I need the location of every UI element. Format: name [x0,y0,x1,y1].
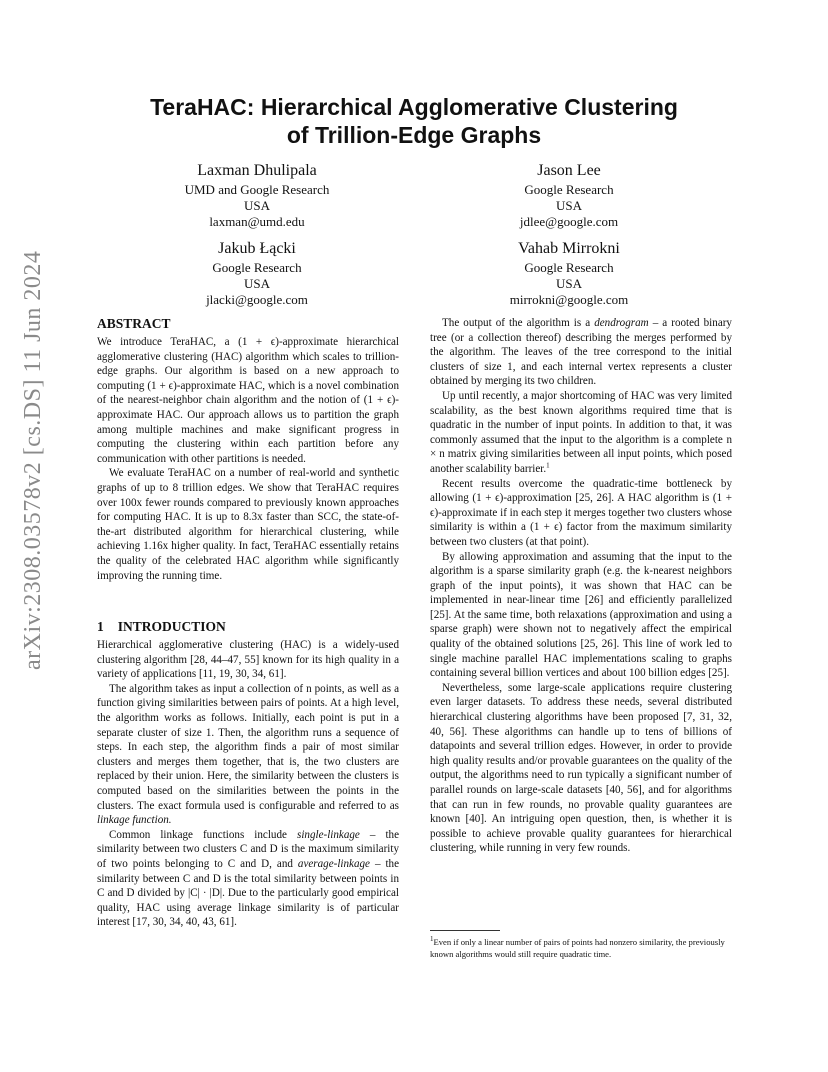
author-country: USA [243,198,270,213]
abstract-paragraph: We introduce TeraHAC, a (1 + ϵ)-approximate hierarchical agglomerative clustering (HAC) algorithm which scales to trillion-edge graphs. Our algorithm is based on a new approach to computing (1 + ϵ)-approximate HAC, which is a novel combination of the nearest-neighbor chain algorithm and the notion of (1 + ϵ)-approximate HAC. Our approach allows us to partition the graph among multiple machines and make significant progress in computing the clustering within each partition before any communication with other partitions is needed. [97,336,399,465]
author-block [112,239,402,308]
author-email: jlacki@google.com [206,292,308,307]
section-title: INTRODUCTION [117,619,226,635]
footnote [430,936,732,960]
section-number: 1 [97,619,104,635]
average-linkage-term: average-linkage [297,858,370,870]
footnote-number: 1 [430,935,434,944]
author-country: USA [555,276,582,291]
body-paragraph: Recent results overcome the quadratic-time bottleneck by allowing (1 + ϵ)-approximation [25, 26]. A HAC algorithm is (1 + ϵ)-approximate if in each step it merges together two clusters whose similarity is within a (1 + ϵ) factor from the maximum similarity between two clusters (at that point). [430,477,732,548]
right-column [430,316,732,856]
body-paragraph: The algorithm takes as input a collection of n points, as well as a function giving similarities between pairs of points. At a high level, the algorithm works as follows. Initially, each point is put in a separate cluster of size 1. Then, the algorithm runs a sequence of steps. In each step, the algorithm finds a pair of most similar clusters and merges them together, that is, the two clusters are replaced by their union. Here, the similarity between the clusters is computed based on the similarities between the points in the clusters. The exact formula used is configurable and referred to as linkage function. [97,682,399,827]
author-block [424,239,714,308]
paper-title [100,93,728,149]
single-linkage-term: single-linkage [297,828,360,841]
body-paragraph: Common linkage functions include single-linkage – the similarity between two clusters C and D is the maximum similarity of two points belonging to C and D, and average-linkage – the similarity between C and D is the total similarity between points in C and D divided by |C| · |D|. Due to the particularly good empirical quality, HAC using average linkage similarity is of particular interest [17, 30, 34, 40, 43, 61]. [97,828,400,929]
author-block [424,161,714,230]
title-line-2: of Trillion-Edge Graphs [286,122,542,148]
footnote-text: Even if only a linear number of pairs of points had nonzero similarity, the previously known algorithms would still require quadratic time. [430,937,725,959]
author-name: Laxman Dhulipala [197,162,317,179]
author-name: Jakub Łącki [218,240,296,257]
author-affiliation: UMD and Google Research [184,182,330,197]
author-email: laxman@umd.edu [209,214,305,229]
body-paragraph: Nevertheless, some large-scale applications require clustering even larger datasets. To address these needs, several distributed hierarchical clustering algorithms have been proposed [7, 31, 32, 40, 56]. These algorithms can handle up to tens of billions of datapoints and several trillion edges. However, in order to provide high quality results and/or provable guarantees on the quality of the output, the algorithms need to run typically a significant number of parallel rounds on large-scale datasets [40, 56], and for algorithms that can run in few rounds, no provable quality guarantees are known [40]. An intriguing open question, then, is whether it is possible to achieve provable quality guarantees for hierarchical clustering, while running in very few rounds. [430,681,732,855]
abstract-heading: ABSTRACT [97,316,171,331]
author-block [112,161,402,230]
dendrogram-term: dendrogram [594,317,649,329]
author-name: Jason Lee [537,162,601,179]
body-paragraph: Up until recently, a major shortcoming of HAC was very limited scalability, as the best known algorithms required time that is quadratic in the number of input points. In addition to that, it was commonly assumed that the input to the algorithm is a complete n × n matrix giving similarities between all input points, which posed another scalability barrier.$^1$ [430,389,732,475]
author-email: mirrokni@google.com [509,292,629,307]
author-country: USA [243,276,270,291]
left-column [97,316,399,930]
footnote-rule [430,930,500,931]
footnote-marker[interactable]: 1 [546,461,550,470]
title-line-1: TeraHAC: Hierarchical Agglomerative Clustering [150,94,678,120]
author-affiliation: Google Research [524,182,614,197]
author-name: Vahab Mirrokni [518,240,620,257]
author-country: USA [555,198,582,213]
body-paragraph: The output of the algorithm is a dendrogram – a rooted binary tree (or a collection thereof) describing the merges performed by the algorithm. The leaves of the tree correspond to the initial clusters of size 1, and each internal vertex represents a cluster obtained by merging its two children. [430,317,732,388]
abstract-paragraph: We evaluate TeraHAC on a number of real-world and synthetic graphs of up to 8 trillion edges. We show that TeraHAC requires over 100x fewer rounds compared to previously known approaches for computing HAC. It is up to 8.3x faster than SCC, the state-of-the-art distributed algorithm for hierarchical clustering, while achieving 1.16x higher quality. In fact, TeraHAC essentially retains the quality of the celebrated HAC algorithm while significantly improving the running time. [97,467,399,582]
section-heading [97,619,399,635]
arxiv-identifier: arXiv:2308.03578v2 [cs.DS] 11 Jun 2024 [20,250,46,670]
linkage-function-term: linkage function. [97,814,172,827]
body-paragraph: Hierarchical agglomerative clustering (HAC) is a widely-used clustering algorithm [28, 44–47, 55] known for its high quality in a variety of applications [11, 19, 30, 34, 61]. [97,639,399,681]
author-affiliation: Google Research [212,260,302,275]
body-paragraph: By allowing approximation and assuming that the input to the algorithm is a sparse similarity graph (e.g. the k-nearest neighbors graph of the input points), it was shown that HAC can be implemented in near-linear time [26] and efficiently parallelized [25]. At the same time, both relaxations (approximation and using a sparse graph) were shown not to negatively affect the empirical quality of the obtained solutions [25, 26]. This line of work led to single machine parallel HAC implementations scaling to graphs containing several billion vertices and about 100 billion edges [25]. [430,550,732,680]
author-email: jdlee@google.com [519,214,619,229]
author-affiliation: Google Research [524,260,614,275]
